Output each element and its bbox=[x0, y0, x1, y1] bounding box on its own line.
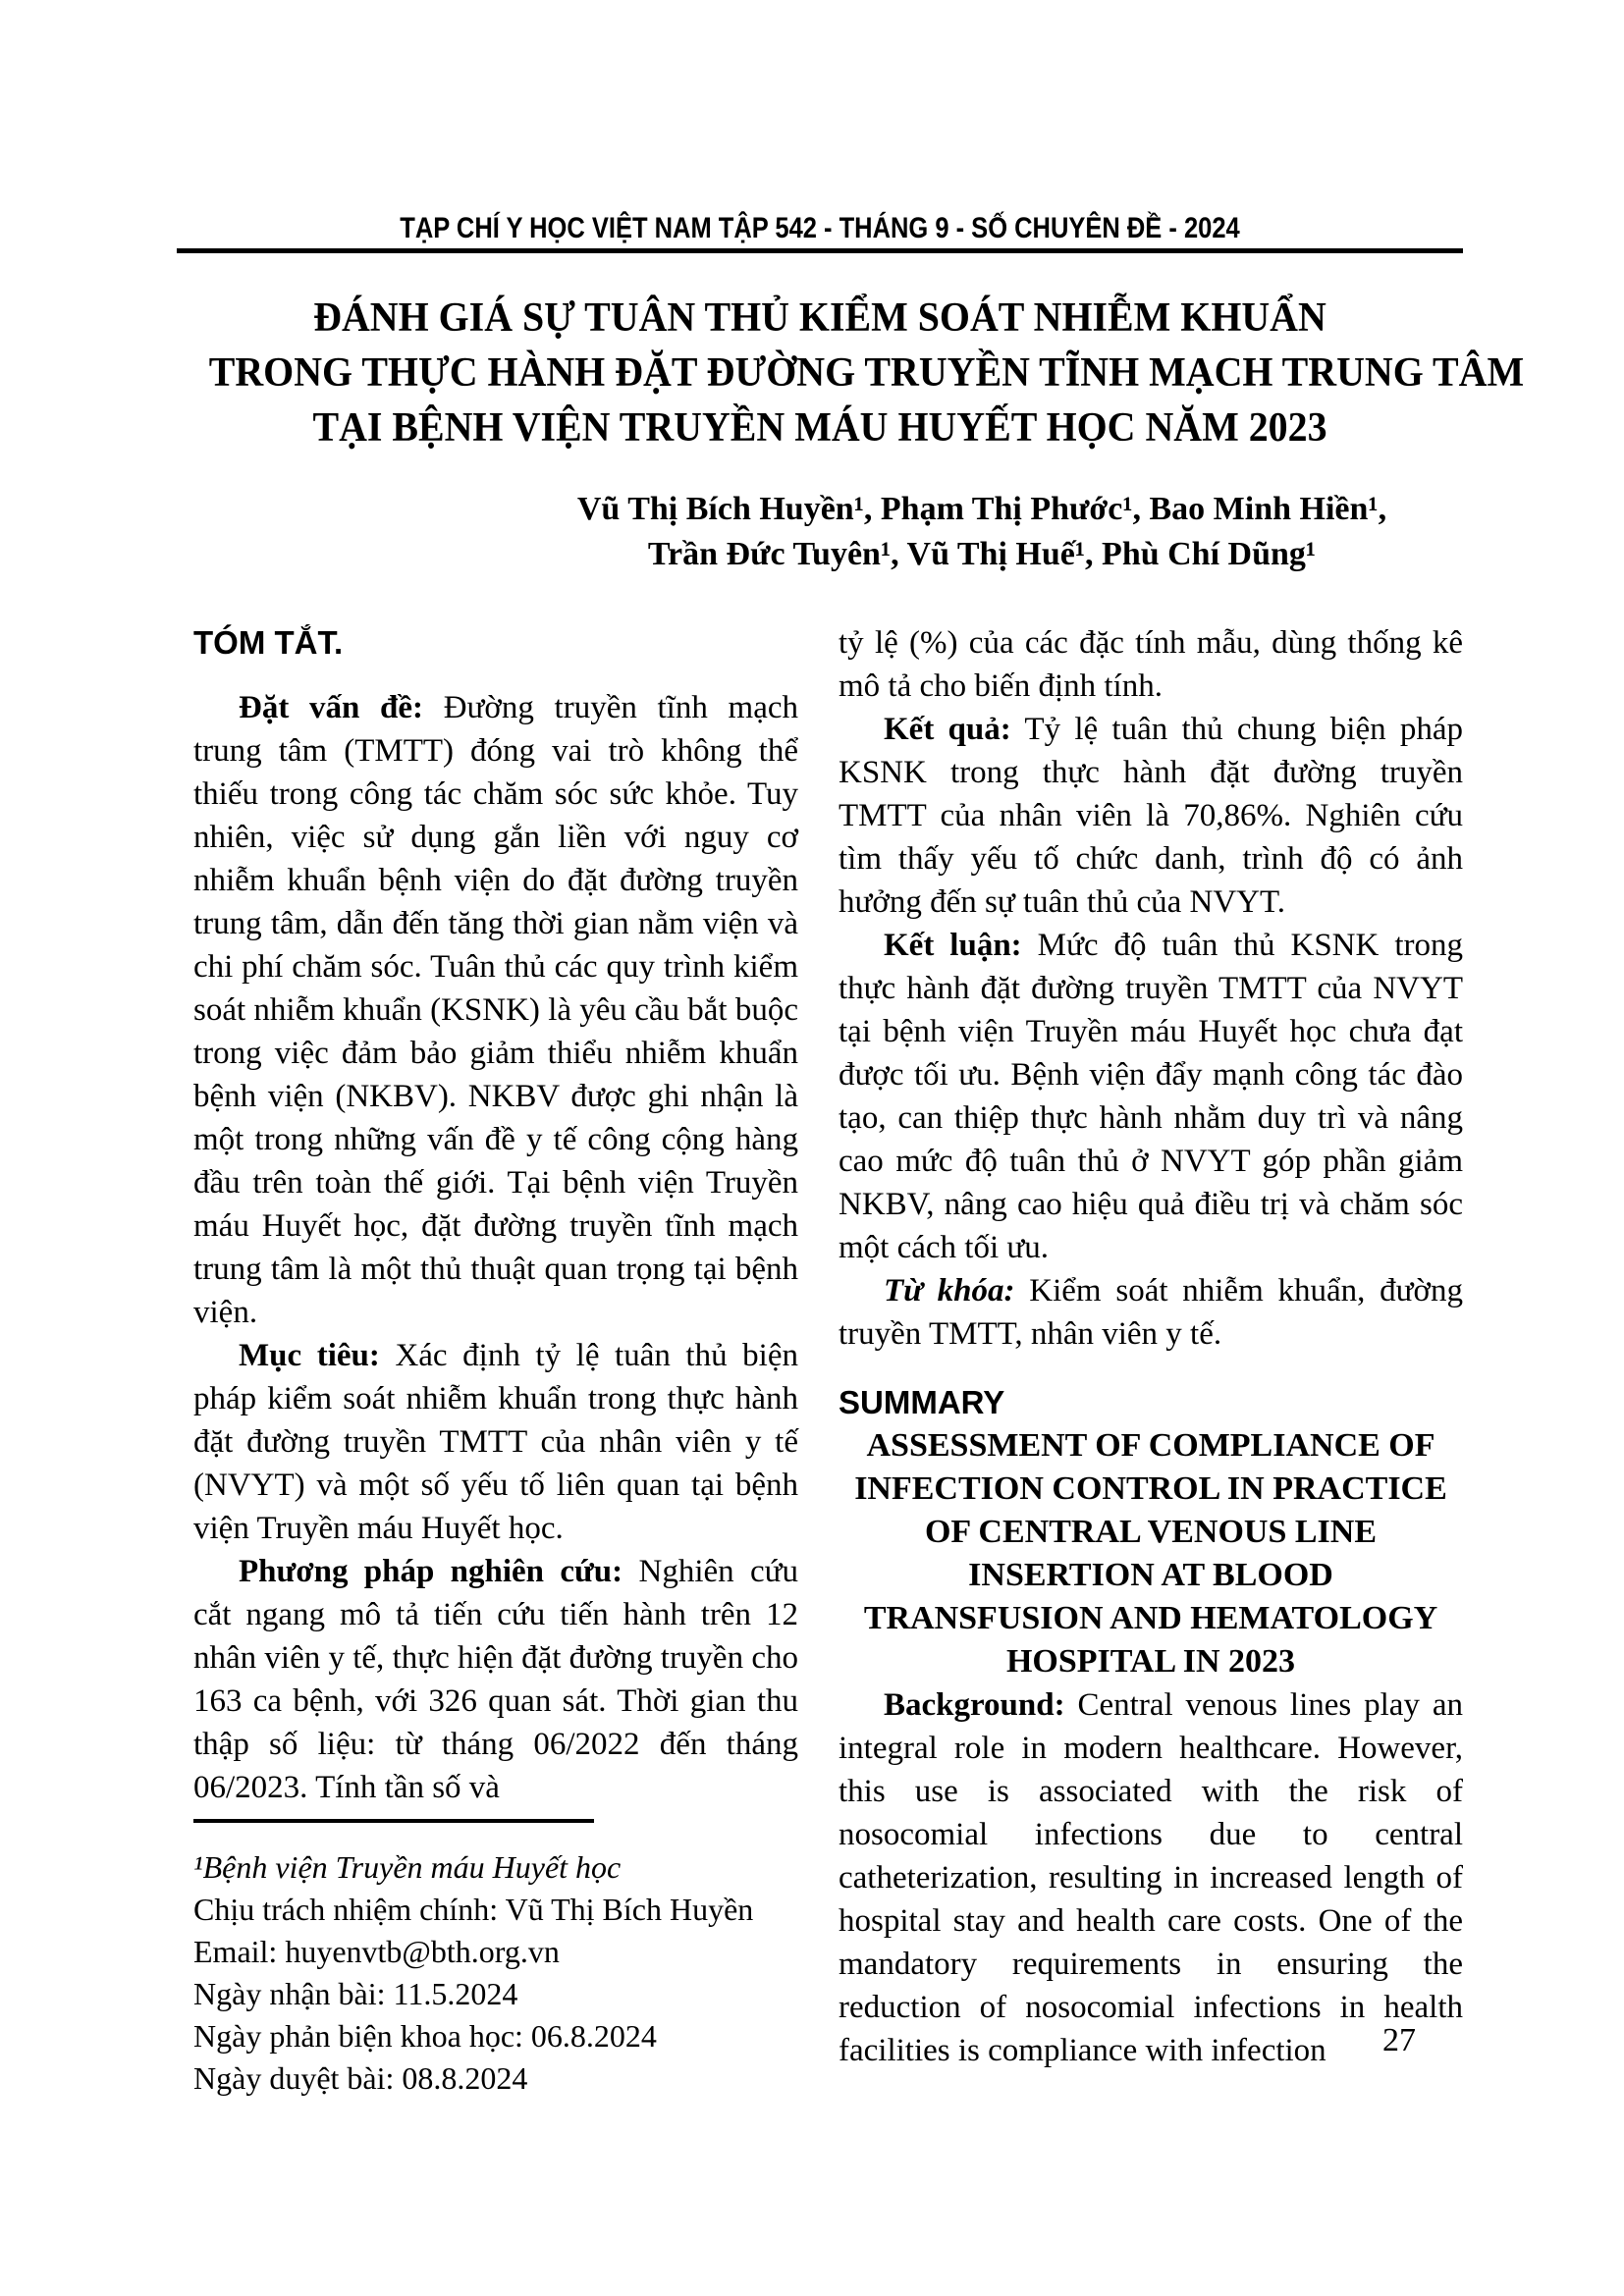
article-title-line-1: ĐÁNH GIÁ SỰ TUÂN THỦ KIỂM SOÁT NHIỄM KHUẨN bbox=[313, 295, 1326, 341]
footnote-rule bbox=[193, 1819, 594, 1823]
footnote-email: Email: huyenvtb@bth.org.vn bbox=[193, 1934, 560, 1969]
paragraph-dat-van-de bbox=[193, 686, 798, 1334]
authors-line-2: Trần Đức Tuyên¹, Vũ Thị Huế¹, Phù Chí Dũng¹ bbox=[647, 536, 1317, 572]
paragraph-ket-qua bbox=[839, 708, 1463, 924]
paragraph-ket-luan bbox=[839, 924, 1463, 1269]
footnote-received-date: Ngày nhận bài: 11.5.2024 bbox=[193, 1976, 518, 2011]
run-in-label-muc-tieu: Mục tiêu: bbox=[239, 1338, 380, 1373]
paragraph-phuong-phap-continued: tỷ lệ (%) của các đặc tính mẫu, dùng thống kê mô tả cho biến định tính. bbox=[839, 625, 1463, 704]
footnote-block bbox=[193, 1819, 798, 2100]
english-title-line-5: TRANSFUSION AND HEMATOLOGY bbox=[863, 1600, 1438, 1636]
footnote-review-date: Ngày phản biện khoa học: 06.8.2024 bbox=[193, 2018, 657, 2054]
page-number: 27 bbox=[1382, 2022, 1416, 2058]
paragraph-phuong-phap bbox=[193, 1550, 798, 1809]
run-in-label-ket-qua: Kết quả: bbox=[884, 712, 1011, 747]
article-title bbox=[177, 291, 1525, 455]
left-column bbox=[193, 621, 798, 2100]
run-in-label-keywords: Từ khóa: bbox=[884, 1273, 1015, 1308]
run-in-label-background: Background: bbox=[884, 1687, 1065, 1723]
paragraph-keywords bbox=[839, 1269, 1463, 1356]
english-title-line-1: ASSESSMENT OF COMPLIANCE OF bbox=[866, 1427, 1435, 1464]
paragraph-text: Xác định tỷ lệ tuân thủ biện pháp kiểm soát nhiễm khuẩn trong thực hành đặt đường truyền TMTT của nhân viên y tế (NVYT) và một số yếu tố liên quan tại bệnh viện Truyền máu Huyết học. bbox=[193, 1338, 798, 1546]
paragraph-text: Đường truyền tĩnh mạch trung tâm (TMTT) đóng vai trò không thể thiếu trong công tác chăm sóc sức khỏe. Tuy nhiên, việc sử dụng gắn liền với nguy cơ nhiễm khuẩn bệnh viện do đặt đường truyền trung tâm, dẫn đến tăng thời gian nằm viện và chi phí chăm sóc. Tuân thủ các quy trình kiểm soát nhiễm khuẩn (KSNK) là yêu cầu bắt buộc trong việc đảm bảo giảm thiểu nhiễm khuẩn bệnh viện (NKBV). NKBV được ghi nhận là một trong những vấn đề y tế công cộng hàng đầu trên toàn thế giới. Tại bệnh viện Truyền máu Huyết học, đặt đường truyền tĩnh mạch trung tâm là một thủ thuật quan trọng tại bệnh viện. bbox=[193, 690, 798, 1330]
paragraph-background bbox=[839, 1683, 1463, 2072]
english-title bbox=[839, 1424, 1463, 1683]
paragraph-text: Tỷ lệ tuân thủ chung biện pháp KSNK trong thực hành đặt đường truyền TMTT của nhân viên là 70,86%. Nghiên cứu tìm thấy yếu tố chức danh, trình độ có ảnh hưởng đến sự tuân thủ của NVYT. bbox=[839, 712, 1463, 920]
article-title-line-2: TRONG THỰC HÀNH ĐẶT ĐƯỜNG TRUYỀN TĨNH MẠCH TRUNG TÂM bbox=[208, 350, 1525, 396]
paragraph-muc-tieu bbox=[193, 1334, 798, 1550]
article-title-line-3: TẠI BỆNH VIỆN TRUYỀN MÁU HUYẾT HỌC NĂM 2023 bbox=[312, 405, 1327, 451]
english-title-line-3: OF CENTRAL VENOUS LINE bbox=[924, 1514, 1378, 1550]
header-rule bbox=[177, 248, 1463, 253]
abstract-heading: TÓM TẮT. bbox=[193, 624, 344, 661]
run-in-label-ket-luan: Kết luận: bbox=[884, 928, 1022, 963]
authors-block bbox=[501, 487, 1463, 577]
content-columns bbox=[193, 621, 1463, 2100]
summary-heading: SUMMARY bbox=[839, 1384, 1005, 1420]
paragraph-text: Nghiên cứu cắt ngang mô tả tiến cứu tiến hành trên 12 nhân viên y tế, thực hiện đặt đường truyền cho 163 ca bệnh, với 326 quan sát. Thời gian thu thập số liệu: từ tháng 06/2022 đến tháng 06/2023. Tính tần số và bbox=[193, 1554, 798, 1805]
footnote-affiliation: ¹Bệnh viện Truyền máu Huyết học bbox=[193, 1849, 622, 1885]
english-title-line-4: INSERTION AT BLOOD bbox=[968, 1557, 1333, 1593]
footnote-accepted-date: Ngày duyệt bài: 08.8.2024 bbox=[193, 2060, 528, 2096]
run-in-label-dat-van-de: Đặt vấn đề: bbox=[239, 690, 424, 725]
paragraph-text: Central venous lines play an integral role in modern healthcare. However, this use is associated with the risk of nosocomial infections due to central catheterization, resulting in increased length of hospital stay and health care costs. One of the mandatory requirements in ensuring the reduction of nosocomial infections in health facilities is compliance with infection bbox=[839, 1687, 1463, 2068]
run-in-label-phuong-phap: Phương pháp nghiên cứu: bbox=[239, 1554, 623, 1589]
journal-header: TẠP CHÍ Y HỌC VIỆT NAM TẬP 542 - THÁNG 9 - SỐ CHUYÊN ĐỀ - 2024 bbox=[400, 212, 1240, 244]
english-title-line-2: INFECTION CONTROL IN PRACTICE bbox=[854, 1470, 1447, 1507]
footnote-responsible: Chịu trách nhiệm chính: Vũ Thị Bích Huyền bbox=[193, 1892, 754, 1927]
authors-line-1: Vũ Thị Bích Huyền¹, Phạm Thị Phước¹, Bao Minh Hiền¹, bbox=[576, 491, 1387, 527]
right-column bbox=[839, 621, 1463, 2100]
english-title-line-6: HOSPITAL IN 2023 bbox=[1005, 1643, 1296, 1680]
paragraph-text: Mức độ tuân thủ KSNK trong thực hành đặt đường truyền TMTT của NVYT tại bệnh viện Truyền máu Huyết học chưa đạt được tối ưu. Bệnh viện đẩy mạnh công tác đào tạo, can thiệp thực hành nhằm duy trì và nâng cao mức độ tuân thủ ở NVYT góp phần giảm NKBV, nâng cao hiệu quả điều trị và chăm sóc một cách tối ưu. bbox=[839, 928, 1463, 1265]
paragraph-text: Kiểm soát nhiễm khuẩn, đường truyền TMTT, nhân viên y tế. bbox=[839, 1273, 1463, 1352]
